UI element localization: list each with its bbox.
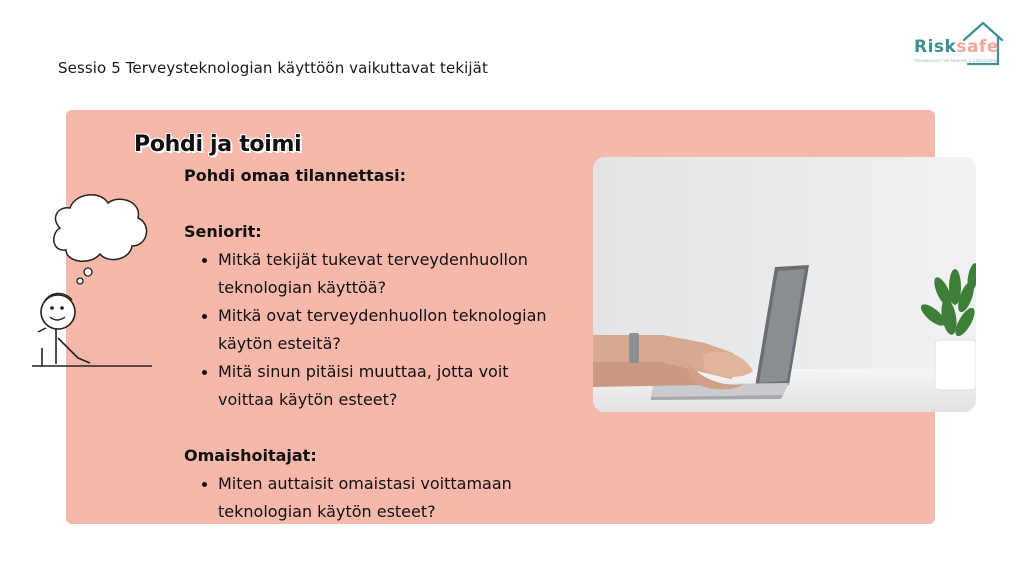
logo-wordmark: Risksafe [914,37,999,57]
intro-heading: Pohdi omaa tilannettasi: [184,166,406,185]
list-item: Mitkä ovat terveydenhuollon teknologian käytön esteitä? [218,302,614,358]
card-content [184,162,614,524]
list-item: Mitkä tekijät tukevat terveydenhuollon teknologian käyttöä? [218,246,614,302]
caregivers-question-list [184,470,614,524]
section-heading-caregivers: Omaishoitajat: [184,446,317,465]
logo-tagline: TECHNOLOGY FOR SENIORS & CAREGIVERS [914,59,998,63]
laptop-icon [593,157,976,412]
card-title: Pohdi ja toimi [134,132,302,157]
session-title: Sessio 5 Terveysteknologian käyttöön vaikuttavat tekijät [58,59,488,77]
laptop-typing-photo [593,157,976,412]
list-item: Mitä sinun pitäisi muuttaa, jotta voit voittaa käytön esteet? [218,358,614,414]
seniors-question-list [184,246,614,414]
risksafe-logo [910,18,1006,70]
section-heading-seniors: Seniorit: [184,222,262,241]
thinking-person-icon [30,188,155,388]
list-item: Miten auttaisit omaistasi voittamaan teknologian käytön esteet? [218,470,614,524]
